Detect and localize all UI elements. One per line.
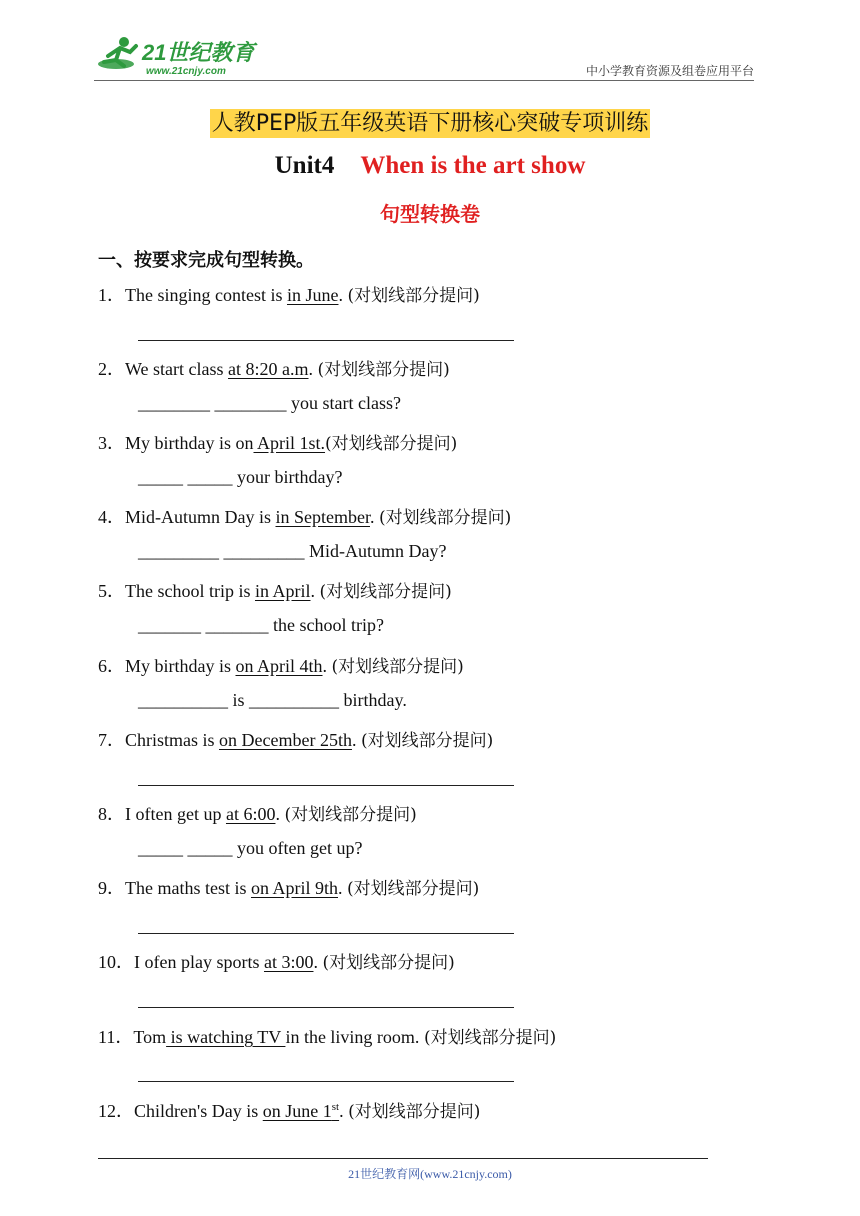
section-title: 一、按要求完成句型转换。 (98, 250, 314, 271)
question-9: 9．The maths test is on April 9th. (对划线部分提问) (98, 878, 480, 899)
answer-4[interactable]: _________ _________ Mid-Autumn Day? (138, 541, 447, 561)
footer-divider (98, 1158, 708, 1159)
unit-subtitle: When is the art show (360, 152, 586, 179)
answer-3[interactable]: _____ _____ your birthday? (138, 467, 343, 487)
header-platform-text: 中小学教育资源及组卷应用平台 (585, 64, 754, 78)
logo-url: www.21cnjy.com (146, 66, 226, 77)
footer-link[interactable]: 21世纪教育网(www.21cnjy.com) (348, 1167, 512, 1181)
question-2: 2．We start class at 8:20 a.m. (对划线部分提问) (98, 359, 450, 380)
answer-8[interactable]: _____ _____ you often get up? (138, 838, 363, 858)
answer-line-1[interactable] (138, 340, 514, 341)
question-3: 3．My birthday is on April 1st.(对划线部分提问) (98, 433, 458, 454)
unit-title (0, 152, 860, 180)
answer-line-10[interactable] (138, 1007, 514, 1008)
question-4: 4．Mid-Autumn Day is in September. (对划线部分提问) (98, 507, 512, 528)
answer-2[interactable]: ________ ________ you start class? (138, 393, 401, 413)
answer-5[interactable]: _______ _______ the school trip? (138, 615, 384, 635)
main-title-text: 人教PEP版五年级英语下册核心突破专项训练 (211, 111, 649, 136)
runner-logo-icon (94, 34, 259, 78)
answer-line-7[interactable] (138, 785, 514, 786)
answer-line-11[interactable] (138, 1081, 514, 1082)
question-12: 12．Children's Day is on June 1st. (对划线部分提问) (98, 1101, 481, 1122)
site-logo (94, 34, 259, 78)
unit-label: Unit4 (274, 152, 335, 179)
question-10: 10．I ofen play sports at 3:00. (对划线部分提问) (98, 952, 455, 973)
question-11: 11．Tom is watching TV in the living room. (对划线部分提问) (98, 1027, 557, 1048)
question-7: 7．Christmas is on December 25th. (对划线部分提问) (98, 730, 494, 751)
question-1: 1．The singing contest is in June. (对划线部分提问) (98, 285, 480, 306)
main-title (0, 106, 860, 137)
logo-text: 21世纪教育 (142, 40, 255, 65)
question-6: 6．My birthday is on April 4th. (对划线部分提问) (98, 656, 464, 677)
header-divider (94, 80, 754, 81)
question-5: 5．The school trip is in April. (对划线部分提问) (98, 581, 452, 602)
paper-type-title: 句型转换卷 (380, 202, 480, 226)
answer-6[interactable]: __________ is __________ birthday. (138, 690, 407, 710)
question-8: 8．I often get up at 6:00. (对划线部分提问) (98, 804, 417, 825)
answer-line-9[interactable] (138, 933, 514, 934)
